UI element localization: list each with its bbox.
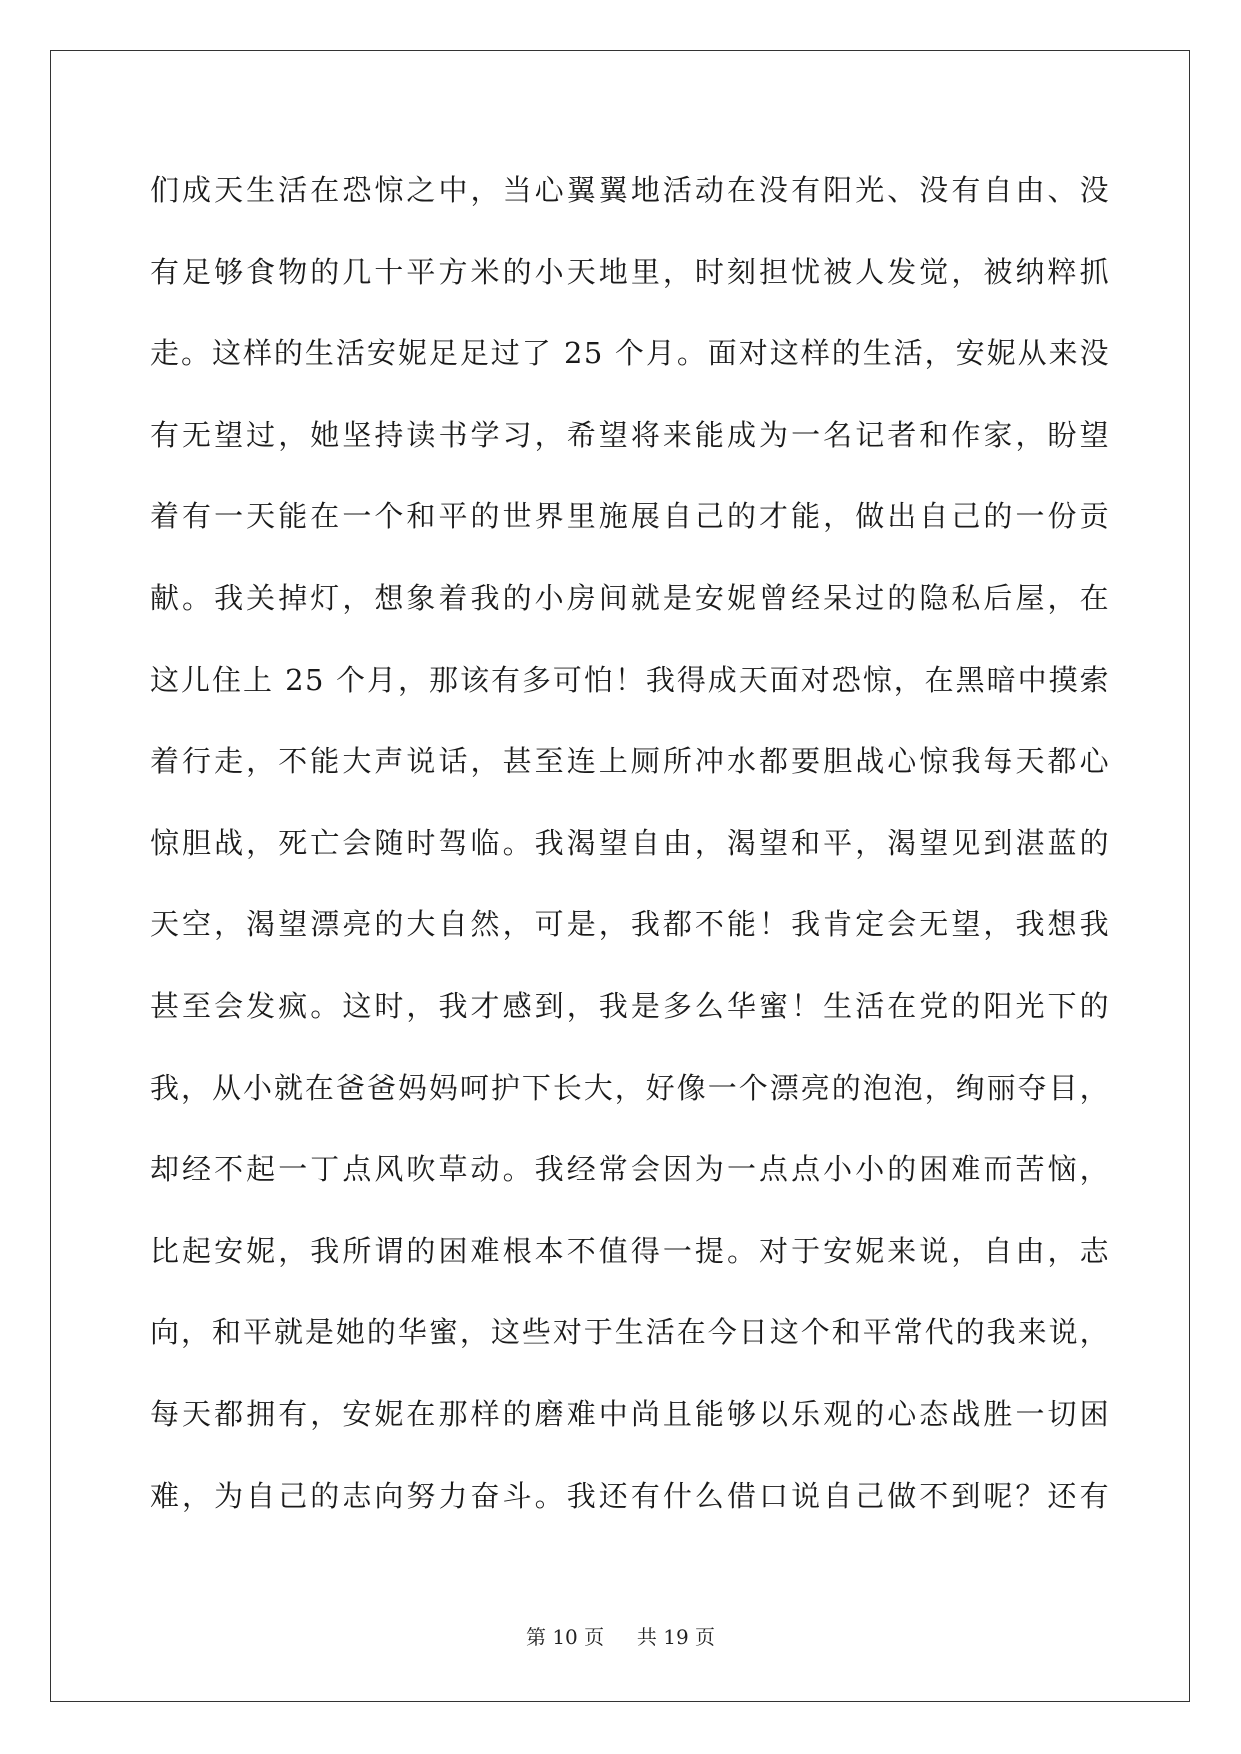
text-line: 天空，渴望漂亮的大自然，可是，我都不能！我肯定会无望，我想我 xyxy=(150,907,1110,942)
text-line: 这儿住上 25 个月，那该有多可怕！我得成天面对恐惊，在黑暗中摸索 xyxy=(150,662,1110,697)
text-line: 献。我关掉灯，想象着我的小房间就是安妮曾经呆过的隐私后屋，在 xyxy=(150,580,1110,615)
text-line: 有足够食物的几十平方米的小天地里，时刻担忧被人发觉，被纳粹抓 xyxy=(150,254,1110,289)
text-line: 难，为自己的志向努力奋斗。我还有什么借口说自己做不到呢？还有 xyxy=(150,1478,1110,1513)
text-line: 比起安妮，我所谓的困难根本不值得一提。对于安妮来说，自由，志 xyxy=(150,1233,1110,1268)
text-line: 走。这样的生活安妮足足过了 25 个月。面对这样的生活，安妮从来没 xyxy=(150,336,1110,371)
text-line: 我，从小就在爸爸妈妈呵护下长大，好像一个漂亮的泡泡，绚丽夺目， xyxy=(150,1070,1110,1105)
text-line: 每天都拥有，安妮在那样的磨难中尚且能够以乐观的心态战胜一切困 xyxy=(150,1396,1110,1431)
text-line: 甚至会发疯。这时，我才感到，我是多么华蜜！生活在党的阳光下的 xyxy=(150,988,1110,1023)
text-line: 们成天生活在恐惊之中，当心翼翼地活动在没有阳光、没有自由、没 xyxy=(150,173,1110,207)
text-line: 有无望过，她坚持读书学习，希望将来能成为一名记者和作家，盼望 xyxy=(150,417,1110,452)
text-line: 向，和平就是她的华蜜，这些对于生活在今日这个和平常代的我来说， xyxy=(150,1315,1110,1350)
text-line: 着行走，不能大声说话，甚至连上厕所冲水都要胆战心惊我每天都心 xyxy=(150,744,1110,779)
text-line: 着有一天能在一个和平的世界里施展自己的才能，做出自己的一份贡 xyxy=(150,499,1110,534)
page-number: 第 10 页 xyxy=(525,1625,605,1649)
text-line: 却经不起一丁点风吹草动。我经常会因为一点点小小的困难而苦恼， xyxy=(150,1152,1110,1187)
text-line: 惊胆战，死亡会随时驾临。我渴望自由，渴望和平，渴望见到湛蓝的 xyxy=(150,825,1110,860)
page-footer xyxy=(0,1623,1241,1651)
document-body xyxy=(150,160,1110,1547)
page-total: 共 19 页 xyxy=(636,1625,716,1649)
